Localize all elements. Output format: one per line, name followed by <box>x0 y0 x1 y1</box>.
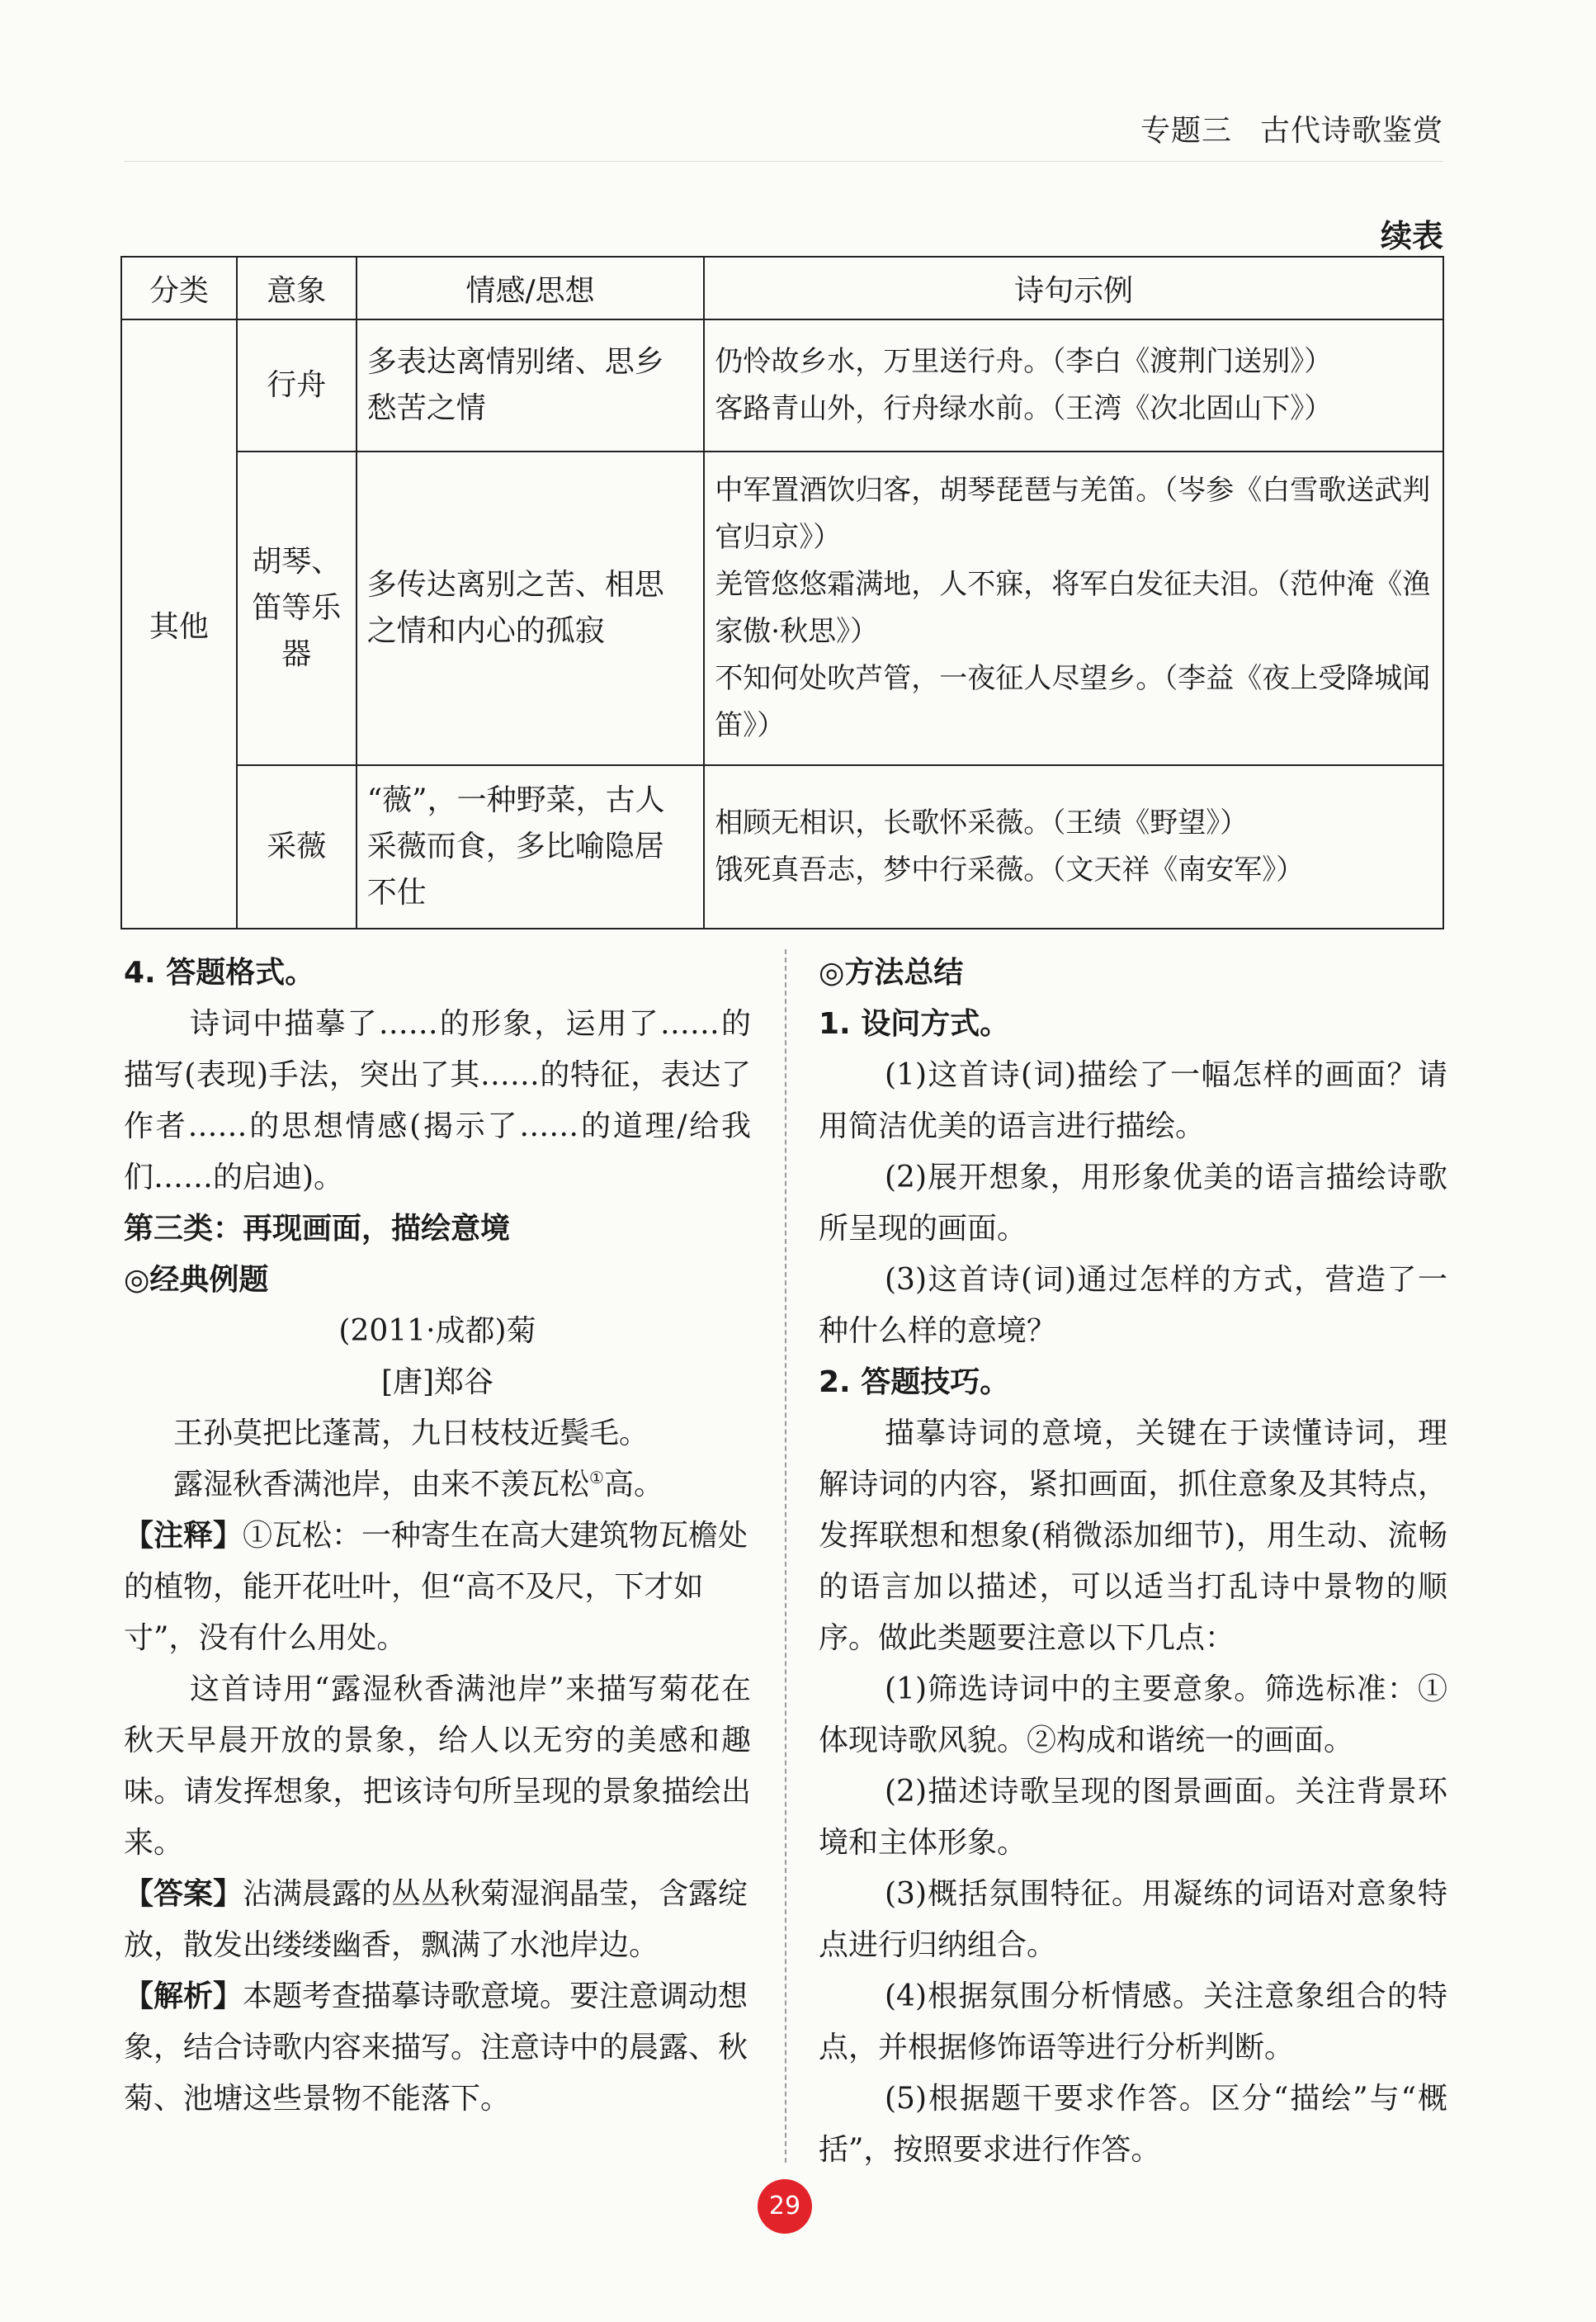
poem-line-2-a: 露湿秋香满池岸，由来不羡瓦松 <box>173 1468 590 1501</box>
header-title: 古代诗歌鉴赏 <box>1259 114 1443 148</box>
table-row <box>121 765 1443 929</box>
poem-line-2-b: 高。 <box>603 1468 663 1501</box>
tip-item-4: (4)根据氛围分析情感。关注意象组合的特点，并根据修饰语等进行分析判断。 <box>819 1979 1447 2064</box>
tip-item-2: (2)描述诗歌呈现的图景画面。关注背景环境和主体形象。 <box>819 1775 1447 1860</box>
image-cell: 行舟 <box>237 319 357 452</box>
table-row <box>121 319 1443 452</box>
header-section: 专题三 <box>1140 114 1232 148</box>
ask-item-2: (2)展开想象，用形象优美的语言描绘诗歌所呈现的画面。 <box>819 1161 1447 1246</box>
poem-line-2 <box>124 1459 751 1511</box>
poem-author: [唐]郑谷 <box>380 1365 494 1399</box>
tip-item-5: (5)根据题干要求作答。区分“描绘”与“概括”，按照要求进行作答。 <box>819 2082 1447 2167</box>
category-cell: 其他 <box>121 319 237 929</box>
example-line: 中军置酒饮归客，胡琴琵琶与羌笛。（岑参《白雪歌送武判官归京》） <box>715 474 1431 554</box>
answer-paragraph <box>124 1869 751 1971</box>
ask-item-3: (3)这首诗(词)通过怎样的方式，营造了一种什么样的意境？ <box>819 1263 1447 1348</box>
ask-heading: 1. 设问方式。 <box>819 1007 1010 1041</box>
note-paragraph <box>124 1511 751 1664</box>
answer-tag: 【答案】 <box>124 1877 243 1911</box>
analysis-text: 本题考查描摹诗歌意境。要注意调动想象，结合诗歌内容来描写。注意诗中的晨露、秋菊、池塘这些景物不能落下。 <box>124 1979 748 2116</box>
emotion-cell: 多表达离情别绪、思乡愁苦之情 <box>357 319 705 452</box>
format-heading: 4. 答题格式。 <box>124 956 315 990</box>
image-cell: 采薇 <box>237 765 357 929</box>
answer-text: 沾满晨露的丛丛秋菊湿润晶莹，含露绽放，散发出缕缕幽香，飘满了水池岸边。 <box>124 1877 748 1962</box>
example-line: 客路青山外，行舟绿水前。（王湾《次北固山下》） <box>715 392 1333 425</box>
header-rule <box>124 161 1443 162</box>
tips-intro: 描摹诗词的意境，关键在于读懂诗词，理解诗词的内容，紧扣画面，抓住意象及其特点，发挥联想和想象(稍微添加细节)，用生动、流畅的语言加以描述，可以适当打乱诗中景物的顺序。做此类题要注意以下几点： <box>819 1416 1447 1655</box>
ask-item-1: (1)这首诗(词)描绘了一幅怎样的画面？请用简洁优美的语言进行描绘。 <box>819 1058 1447 1143</box>
table-row <box>121 452 1443 765</box>
page-number-badge: 29 <box>758 2179 812 2234</box>
continued-label: 续表 <box>1380 218 1443 254</box>
left-column <box>124 948 751 2125</box>
emotion-cell: “薇”，一种野菜，古人采薇而食，多比喻隐居不仕 <box>357 765 705 929</box>
tip-item-1: (1)筛选诗词中的主要意象。筛选标准：①体现诗歌风貌。②构成和谐统一的画面。 <box>819 1672 1447 1757</box>
header-image: 意象 <box>237 257 357 319</box>
examples-cell <box>704 765 1443 929</box>
examples-cell <box>704 452 1443 765</box>
example-line: 羌管悠悠霜满地，人不寐，将军白发征夫泪。（范仲淹《渔家傲·秋思》） <box>715 568 1431 648</box>
example-heading: ◎经典例题 <box>124 1263 269 1297</box>
footnote-marker: ① <box>589 1468 604 1487</box>
format-text: 诗词中描摹了……的形象，运用了……的描写(表现)手法，突出了其……的特征，表达了作者……的思想情感(揭示了……的道理/给我们……的启迪)。 <box>124 1007 751 1194</box>
example-line: 不知何处吹芦管，一夜征人尽望乡。（李益《夜上受降城闻笛》） <box>715 662 1431 742</box>
example-line: 饿死真吾志，梦中行采薇。（文天祥《南安军》） <box>715 854 1305 887</box>
poem-title: (2011·成都)菊 <box>338 1314 536 1348</box>
example-line: 仍怜故乡水，万里送行舟。（李白《渡荆门送别》） <box>715 345 1333 378</box>
emotion-cell: 多传达离别之苦、相思之情和内心的孤寂 <box>357 452 705 765</box>
examples-cell <box>704 319 1443 452</box>
header-category: 分类 <box>121 257 237 319</box>
image-cell: 胡琴、笛等乐器 <box>237 452 357 765</box>
note-text: ①瓦松：一种寄生在高大建筑物瓦檐处的植物，能开花吐叶，但“高不及尺，下才如寸”，没有什么用处。 <box>124 1519 748 1655</box>
right-column <box>819 948 1447 2176</box>
tips-heading: 2. 答题技巧。 <box>819 1365 1010 1399</box>
summary-heading: ◎方法总结 <box>819 956 964 990</box>
table-header-row <box>121 257 1443 319</box>
column-divider <box>785 949 786 2163</box>
poem-line-1: 王孙莫把比蓬蒿，九日枝枝近鬓毛。 <box>173 1416 649 1450</box>
class3-heading: 第三类：再现画面，描绘意境 <box>124 1212 511 1246</box>
analysis-tag: 【解析】 <box>124 1979 243 2013</box>
example-line: 相顾无相识，长歌怀采薇。（王绩《野望》） <box>715 806 1249 839</box>
header-emotion: 情感/思想 <box>357 257 705 319</box>
imagery-table <box>120 256 1444 929</box>
header-examples: 诗句示例 <box>704 257 1443 319</box>
analysis-paragraph <box>124 1971 751 2125</box>
question-text: 这首诗用“露湿秋香满池岸”来描写菊花在秋天早晨开放的景象，给人以无穷的美感和趣味。请发挥想象，把该诗句所呈现的景象描绘出来。 <box>124 1672 751 1860</box>
tip-item-3: (3)概括氛围特征。用凝练的词语对意象特点进行归纳组合。 <box>819 1877 1447 1962</box>
page-header <box>1140 107 1443 149</box>
note-tag: 【注释】 <box>124 1519 243 1553</box>
